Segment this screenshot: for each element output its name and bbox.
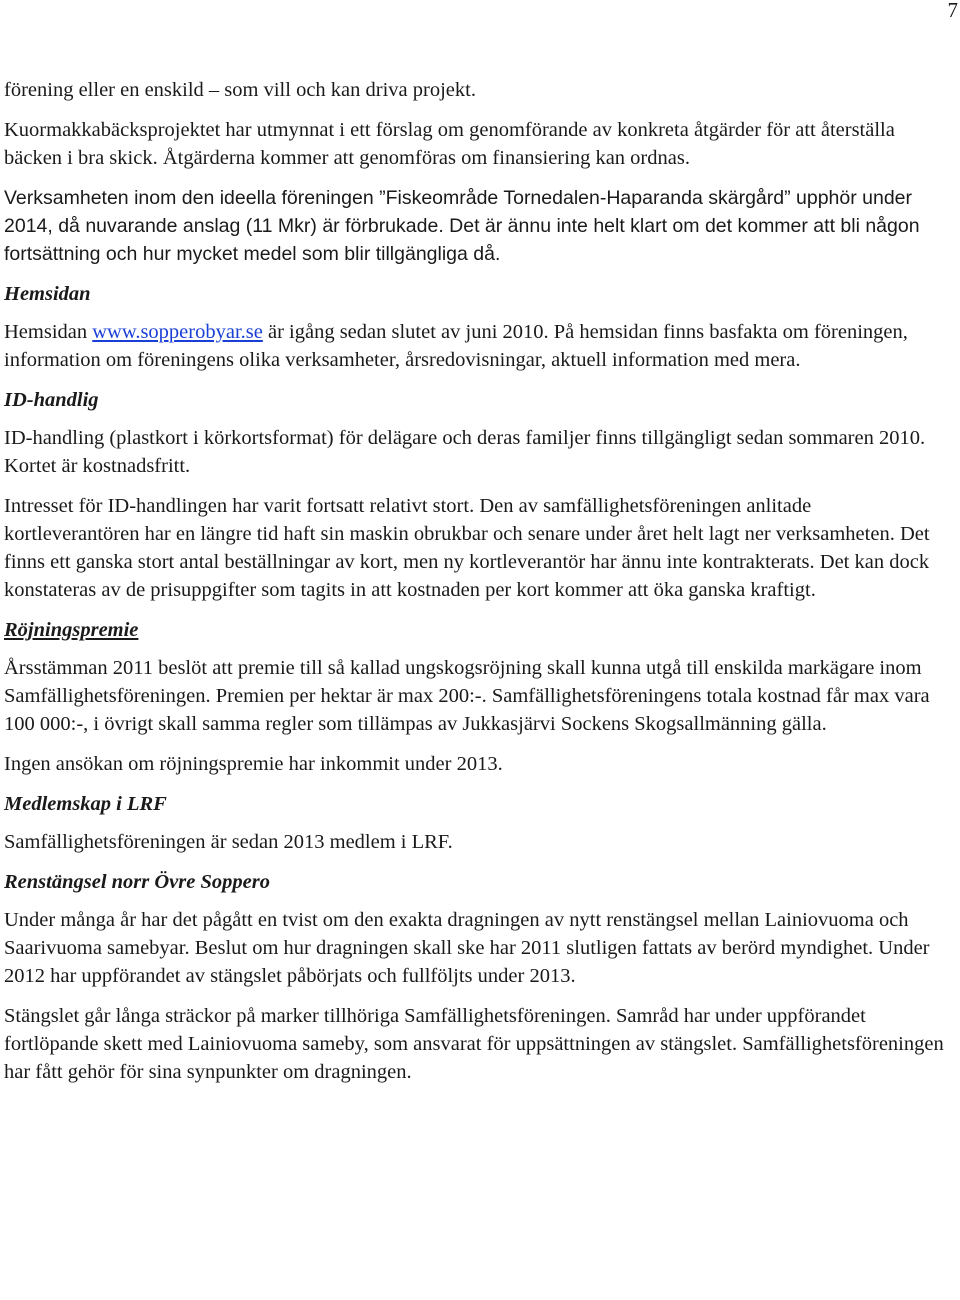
page-number: 7 [947, 0, 958, 22]
hemsidan-paragraph [4, 318, 948, 374]
intro-paragraph-1: förening eller en enskild – som vill och kan driva projekt. [4, 79, 476, 101]
hemsidan-heading: Hemsidan [4, 283, 91, 305]
intro-paragraph-3: Verksamheten inom den ideella föreningen ”Fiskeområde Tornedalen-Haparanda skärgård” upphör under 2014, då nuvarande anslag (11 Mkr) är förbrukade. Det är ännu inte helt klart om det kommer att bli någon fortsättning och hur mycket medel som blir tillgängliga då. [4, 187, 920, 265]
website-link[interactable]: www.sopperobyar.se [92, 321, 263, 343]
id-handlig-paragraph-1: ID-handling (plastkort i körkortsformat) för delägare och deras familjer finns tillgängligt sedan sommaren 2010. Kortet är kostnadsfritt. [4, 427, 926, 477]
id-handlig-heading: ID-handlig [4, 389, 99, 411]
intro-paragraph-2: Kuormakkabäcksprojektet har utmynnat i ett förslag om genomförande av konkreta åtgärder för att återställa bäcken i bra skick. Åtgärderna kommer att genomföras om finansiering kan ordnas. [4, 119, 895, 169]
hemsidan-text-after: är igång sedan slutet av juni 2010. På hemsidan finns basfakta om föreningen, information om föreningens olika verksamheter, årsredovisningar, aktuell information med mera. [4, 321, 908, 371]
lrf-paragraph: Samfällighetsföreningen är sedan 2013 medlem i LRF. [4, 831, 453, 853]
renstangsel-heading: Renstängsel norr Övre Soppero [4, 871, 270, 893]
renstangsel-paragraph-1: Under många år har det pågått en tvist om den exakta dragningen av nytt renstängsel mellan Lainiovuoma och Saarivuoma samebyar. Beslut om hur dragningen skall ske har 2011 slutligen fattats av berörd myndighet. Under 2012 har uppförandet av stängslet påbörjats och fullföljts under 2013. [4, 909, 930, 987]
document-body [4, 76, 948, 1098]
rojningspremie-heading: Röjningspremie [4, 619, 139, 641]
rojningspremie-paragraph-2: Ingen ansökan om röjningspremie har inkommit under 2013. [4, 753, 503, 775]
hemsidan-text-before: Hemsidan [4, 321, 93, 343]
lrf-heading: Medlemskap i LRF [4, 793, 167, 815]
renstangsel-paragraph-2: Stängslet går långa sträckor på marker tillhöriga Samfällighetsföreningen. Samråd har under uppförandet fortlöpande skett med Lainiovuoma sameby, som ansvarat för uppsättningen av stängslet. Samfällighetsföreningen har fått gehör för sina synpunkter om dragningen. [4, 1005, 944, 1083]
id-handlig-paragraph-2: Intresset för ID-handlingen har varit fortsatt relativt stort. Den av samfällighetsföreningen anlitade kortleverantören har en längre tid haft sin maskin obrukbar och senare under året helt lagt ner verksamheten. Det finns ett ganska stort antal beställningar av kort, men ny kortleverantör har ännu inte kontrakterats. Det kan dock konstateras av de prisuppgifter som tagits in att kostnaden per kort kommer att öka ganska kraftigt. [4, 495, 930, 601]
rojningspremie-paragraph-1: Årsstämman 2011 beslöt att premie till så kallad ungskogsröjning skall kunna utgå till enskilda markägare inom Samfällighetsföreningen. Premien per hektar är max 200:-. Samfällighetsföreningens totala kostnad får max vara 100 000:-, i övrigt skall samma regler som tillämpas av Jukkasjärvi Sockens Skogsallmänning gälla. [4, 657, 930, 735]
